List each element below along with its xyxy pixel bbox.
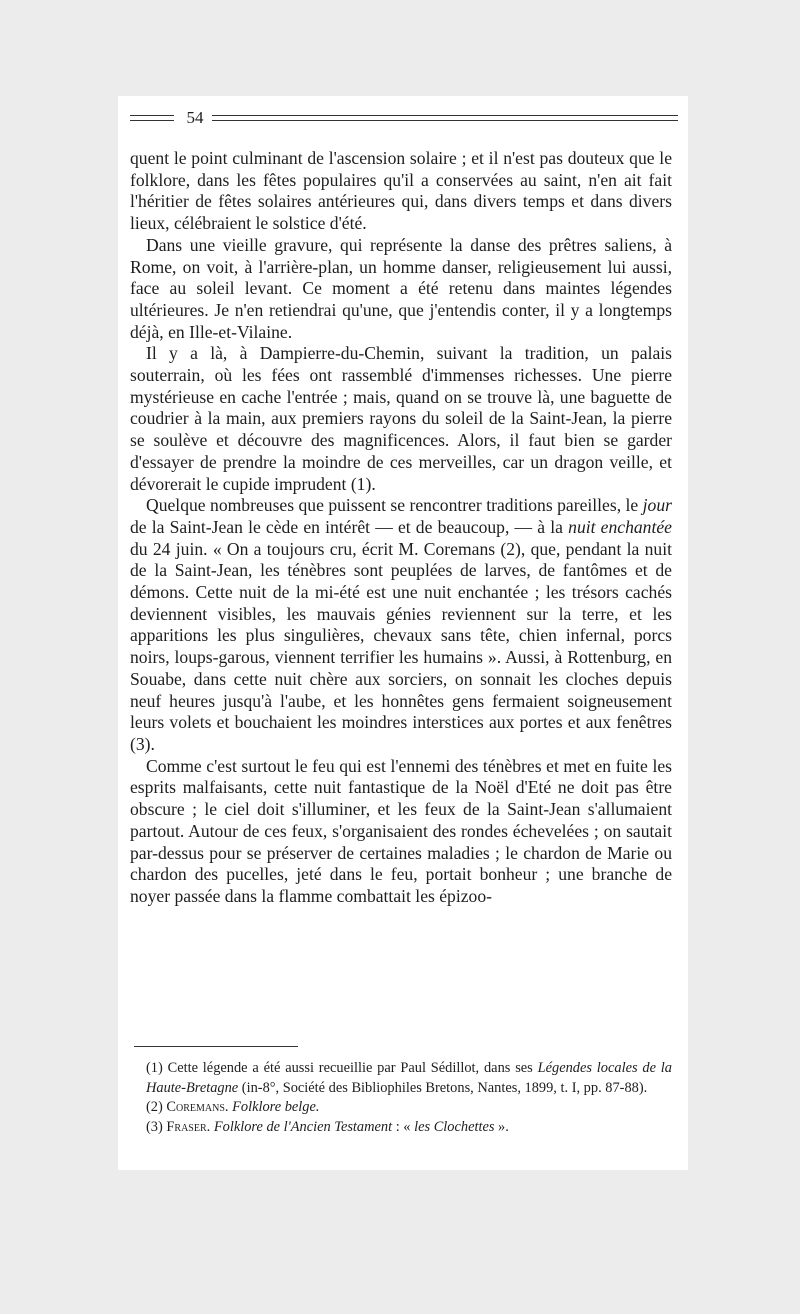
paragraph-4-text-b: de la Saint-Jean le cède en intérêt — et de beaucoup, — à la xyxy=(130,516,569,537)
footnote-1-details: (in-8°, Société des Bibliophiles Bretons, Nantes, 1899, t. I, pp. 87-88). xyxy=(238,1079,648,1096)
body-text xyxy=(130,148,672,908)
running-header xyxy=(130,106,678,130)
paragraph-3: Il y a là, à Dampierre-du-Chemin, suivant la tradition, un palais souterrain, où les fées ont rassemblé d'immenses richesses. Une pierre mystérieuse en cache l'entrée ; mais, quand on se trouve là, une baguette de coudrier à la main, aux premiers rayons du soleil de la Saint-Jean, la pierre se soulève et découvre des magnificences. Alors, il faut bien se garder d'essayer de prendre la moindre de ces merveilles, car un dragon veille, et dévorerait le cupide imprudent (1). xyxy=(130,343,672,494)
paragraph-4-text-a: Quelque nombreuses que puissent se rencontrer traditions pareilles, le xyxy=(146,495,643,516)
footnote-2-sep: . xyxy=(224,1099,233,1115)
footnote-3-end: ». xyxy=(494,1118,509,1135)
footnote-1-title: Légendes locales de la Haute-Bretagne xyxy=(146,1060,672,1096)
footnote-3-sep: . xyxy=(206,1118,214,1135)
header-rule-right xyxy=(212,115,678,121)
footnote-2-mark: (2) xyxy=(146,1099,167,1115)
header-rule-left xyxy=(130,115,174,121)
italic-jour: jour xyxy=(642,495,672,516)
footnote-separator xyxy=(134,1046,298,1047)
footnotes xyxy=(146,1059,672,1137)
footnote-2-title: Folklore belge. xyxy=(232,1099,320,1115)
book-page xyxy=(118,96,688,1170)
footnote-3-quoted: les Clochettes xyxy=(414,1118,495,1135)
footnote-1-text: (1) Cette légende a été aussi recueillie par Paul Sédillot, dans ses xyxy=(146,1060,538,1076)
footnote-2 xyxy=(146,1098,672,1118)
footnote-1 xyxy=(146,1059,672,1098)
paragraph-1: quent le point culminant de l'ascension solaire ; et il n'est pas douteux que le folklore, dans les fêtes populaires qu'il a conservées au saint, n'en ait fait l'héritier de fêtes solaires antérieures qui, dans divers temps et dans divers lieux, célébraient le solstice d'été. xyxy=(130,148,672,234)
paragraph-2: Dans une vieille gravure, qui représente la danse des prêtres saliens, à Rome, on voit, à l'arrière-plan, un homme danser, religieusement lui aussi, face au soleil levant. Ce moment a été retenu dans maintes légendes ultérieures. Je n'en retiendrai qu'une, que j'entendis conter, il y a longtemps déjà, en Ille-et-Vilaine. xyxy=(130,234,672,342)
page-number: 54 xyxy=(186,108,204,127)
footnote-3-author: Fraser xyxy=(166,1118,207,1135)
footnote-3-mark: (3) xyxy=(146,1118,167,1135)
paragraph-4-text-c: du 24 juin. « On a toujours cru, écrit M. Coremans (2), que, pendant la nuit de la Saint-Jean, les ténèbres sont peuplées de larves, de fantômes et de démons. Cette nuit de la mi-été est une nuit enchantée ; les trésors cachés deviennent visibles, les mauvais génies reviennent sur la terre, et les apparitions les plus singulières, chevaux sans tête, chien infernal, porcs noirs, loups-garous, viennent terrifier les humains ». Aussi, à Rottenburg, en Souabe, dans cette nuit chère aux sorciers, on sonnait les cloches depuis neuf heures jusqu'à l'aube, et les honnêtes gens fermaient soigneusement leurs volets et bouchaient les moindres interstices aux portes et aux fenêtres (3). xyxy=(130,538,672,754)
italic-nuit-enchantee: nuit enchantée xyxy=(568,516,672,537)
footnote-2-author: Coremans xyxy=(166,1099,225,1115)
paragraph-5: Comme c'est surtout le feu qui est l'ennemi des ténèbres et met en fuite les esprits malfaisants, cette nuit fantastique de la Noël d'Eté ne doit pas être obscure ; le ciel doit s'illuminer, et les feux de la Saint-Jean s'allumaient partout. Autour de ces feux, s'organisaient des rondes échevelées ; on sautait par-dessus pour se préserver de certaines maladies ; le chardon de Marie ou chardon des pucelles, jeté dans le feu, portait bonheur ; une branche de noyer passée dans la flamme combattait les épizoo- xyxy=(130,755,672,906)
footnote-3-after: : « xyxy=(392,1118,415,1135)
footnote-3 xyxy=(146,1118,672,1138)
footnote-3-title: Folklore de l'Ancien Testament xyxy=(213,1118,393,1135)
paragraph-4 xyxy=(130,495,672,755)
